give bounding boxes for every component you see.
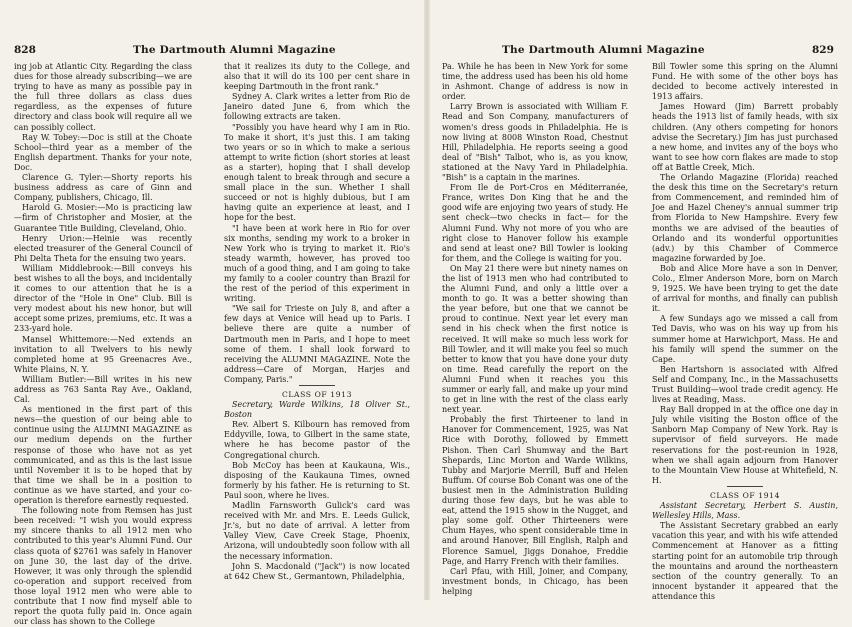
paragraph: On May 21 there were but ninety names on the list of 1913 men who had contributed to the Alumni Fund, and only a little over a month to go. It was a better showing than the year before, but one that we cannot be proud to continue. Next year let every man send in his check when the first notice is received. It will make so much less work for Bill Towler, and it will make you feel so much better to know that you have done your duty on time. Read carefully the report on the Alumni Fund when it reaches you this summer or early fall, and make up your mind to get in line with the rest of the class early next year. <box>442 263 628 415</box>
class-heading-1914: CLASS OF 1914 <box>652 486 838 501</box>
right-page <box>432 0 852 600</box>
paragraph: Bill Towler some this spring on the Alumni Fund. He with some of the other boys has decided to become actively interested in 1913 affairs. <box>652 62 838 102</box>
paragraph: Probably the first Thirteener to land in Hanover for Commencement, 1925, was Nat Rice with Dorothy, followed by Emmett Pishon. Then Carl Shumway and the Bart Shepards, Linc Morton and Warde Wilkins, Tubby and Marjorie Merrill, Buff and Helen Buffum. Of course Bob Conant was one of the busiest men in the Administration Building during those few days, but he was able to eat, attend the 1915 show in the Nugget, and play some golf. Other Thirteeners were Chum Hayes, who spent considerable time in and around Hanover, Bill English, Ralph and Florence Samuel, Jiggs Donahoe, Freddie Page, and Harry French with their families. <box>442 415 628 566</box>
paragraph: William Middlebrook:—Bill conveys his best wishes to all the boys, and incidentally it comes to our attention that he is a director of the "Hole in One" Club. Bill is very modest about his new honor, but will accept some prizes, premiums, etc. It was a 233-yard hole. <box>14 263 192 334</box>
right-column-2 <box>652 62 838 602</box>
page-gutter <box>424 0 430 600</box>
paragraph: A few Sundays ago we missed a call from Ted Davis, who was on his way up from his summer home at Harwichport, Mass. He and his family will spend the summer on the Cape. <box>652 314 838 364</box>
right-page-number: 829 <box>812 44 834 56</box>
secretary-line: Assistant Secretary, Herbert S. Austin, Wellesley Hills, Mass. <box>652 501 838 521</box>
paragraph: From Ile de Port-Cros en Méditerranée, France, writes Don King that he and the good wife are enjoying two years of study. He sent check—two checks in fact— for the Alumni Fund. Why not more of you who are right close to Hanover follow his example and send at least one? Bill Towler is looking for them, and the College is waiting for you. <box>442 183 628 263</box>
paragraph: The following note from Remsen has just been received: "I wish you would express my sincere thanks to all 1912 men who contributed to this year's Alumni Fund. Our class quota of $2761 was safely in Hanover on June 30, the last day of the drive. However, it was only through the splendid co-operation and support received from those loyal 1912 men who were able to contribute that I now find myself able to report the quota fully paid in. Once again our class has shown to the College <box>14 506 192 627</box>
paragraph: ing job at Atlantic City. Regarding the class dues for those already subscribing—we are trying to have as many as possible pay in the full three dollars as class dues regardless, as the expenses of future directory and class book will require all we can possibly collect. <box>14 62 192 132</box>
right-running-head: The Dartmouth Alumni Magazine <box>502 44 705 56</box>
paragraph: "I have been at work here in Rio for over six months, sending my work to a broker in New York who is trying to market it. Rio's steady warmth, however, has proved too much of a good thing, and I am going to take my family to a cooler country than Brazil for the rest of the period of this experiment in writing. <box>224 223 410 304</box>
paragraph: Henry Urion:—Heinie was recently elected treasurer of the General Council of Phi Delta Theta for the ensuing two years. <box>14 233 192 263</box>
paragraph: Clarence G. Tyler:—Shorty reports his business address as care of Ginn and Company, publishers, Chicago, Ill. <box>14 173 192 203</box>
paragraph: Bob and Alice More have a son in Denver, Colo., Elmer Anderson More, born on March 9, 1925. We have been trying to get the date of arrival for months, and finally can publish it. <box>652 263 838 314</box>
paragraph: Carl Pfau, with Hill, Joiner, and Company, investment bonds, in Chicago, has been helping <box>442 566 628 596</box>
left-column-2 <box>224 62 410 582</box>
paragraph: Harold G. Mosier:—Mo is practicing law—firm of Christopher and Mosier, at the Guarantee Title Building, Cleveland, Ohio. <box>14 203 192 233</box>
paragraph: James Howard (Jim) Barrett probably heads the 1913 list of family heads, with six children. (Any others competing for honors advise the Secretary.) Jim has just purchased a new home, and invites any of the boys who want to see how corn flakes are made to stop off at Battle Creek, Mich. <box>652 102 838 172</box>
paragraph: "Possibly you have heard why I am in Rio. To make it short, it's just this. I am taking two years or so in which to make a serious attempt to write fiction (short stories at least as a starter), hoping that I shall develop enough talent to break through and secure a small place in the sun. Whether I shall succeed or not is highly dubious, but I am having quite an experience at least, and I hope for the best. <box>224 122 410 223</box>
paragraph: Ray W. Tobey:—Doc is still at the Choate School—third year as a member of the English department. Thanks for your note, Doc. <box>14 132 192 172</box>
paragraph: Madlin Farnsworth Gulick's card was received with Mr. and Mrs. E. Leeds Gulick, Jr.'s, but no date of arrival. A letter from Valley View, Cave Creek Stage, Phoenix, Arizona, will undoubtedly soon follow with all the necessary information. <box>224 501 410 561</box>
paragraph: As mentioned in the first part of this news—the question of our being able to continue using the ALUMNI MAGAZINE as our medium depends on the further response of those who have not as yet communicated, and as this is the last issue until November it is to be hoped that by that time we shall be in a position to continue as we have started, and your co-operation is therefore earnestly requested. <box>14 405 192 506</box>
right-column-1 <box>442 62 628 597</box>
paragraph: Mansel Whittemore:—Ned extends an invitation to all Twelvers to his newly completed home at 95 Greenacres Ave., White Plains, N. Y. <box>14 334 192 374</box>
paragraph: Ben Hartshorn is associated with Alfred Self and Company, Inc., in the Massachusetts Trust Building—wool trade credit agency. He lives at Reading, Mass. <box>652 364 838 405</box>
paragraph: Pa. While he has been in New York for some time, the address used has been his old home in Ashmont. Change of address is now in order. <box>442 62 628 102</box>
paragraph: William Butler:—Bill writes in his new address as 763 Santa Ray Ave., Oakland, Cal. <box>14 374 192 405</box>
paragraph: Bob McCoy has been at Kaukauna, Wis., disposing of the Kaukauna Times, owned formerly by his father. He is returning to St. Paul soon, where he lives. <box>224 460 410 500</box>
paragraph: Larry Brown is associated with William F. Read and Son Company, manufacturers of women's dress goods in Philadelphia. He is now living at 8008 Winston Road, Chestnut Hill, Philadelphia. He reports seeing a good deal of "Bish" Talbot, who is, as you know, stationed at the Navy Yard in Philadelphia. "Bish" is a captain in the marines. <box>442 102 628 183</box>
paragraph: Ray Ball dropped in at the office one day in July while visiting the Boston office of the Sanborn Map Company of New York. Ray is supervisor of field surveyors. He made reservations for the post-reunion in 1928, when we shall again adjourn from Hanover to the Mountain View House at Whitefield, N. H. <box>652 405 838 485</box>
class-heading-1913: CLASS OF 1913 <box>224 385 410 400</box>
left-running-head: The Dartmouth Alumni Magazine <box>133 44 336 56</box>
paragraph: that it realizes its duty to the College, and also that it will do its 100 per cent share in keeping Dartmouth in the front rank." <box>224 62 410 92</box>
paragraph: Rev. Albert S. Kilbourn has removed from Eddyville, Iowa, to Gilbert in the same state, where he has become pastor of the Congregational church. <box>224 420 410 460</box>
left-page <box>0 0 422 627</box>
left-column-1 <box>14 62 192 627</box>
paragraph: Sydney A. Clark writes a letter from Rio de Janeiro dated June 6, from which the following extracts are taken. <box>224 92 410 122</box>
paragraph: "We sail for Trieste on July 8, and after a few days at Venice will head up to Paris. I believe there are quite a number of Dartmouth men in Paris, and I hope to meet some of them. I shall look forward to receiving the ALUMNI MAGAZINE. Note the address—Care of Morgan, Harjes and Company, Paris." <box>224 304 410 384</box>
left-page-number: 828 <box>14 44 36 56</box>
paragraph: The Orlando Magazine (Florida) reached the desk this time on the Secretary's return from Commencement, and reminded him of Joe and Hazel Cheney's annual summer trip from Florida to New Hampshire. Every few months we are advised of the beauties of Orlando and its wonderful opportunities (adv.) by this Chamber of Commerce magazine forwarded by Joe. <box>652 173 838 263</box>
secretary-line: Secretary, Warde Wilkins, 18 Oliver St., Boston <box>224 400 410 420</box>
paragraph: The Assistant Secretary grabbed an early vacation this year, and with his wife attended Commencement at Hanover as a fitting starting point for an automobile trip through the mountains and around the northeastern section of the country generally. To an innocent bystander it appeared that the attendance this <box>652 521 838 601</box>
paragraph: John S. Macdonald ("Jack") is now located at 642 Chew St., Germantown, Philadelphia, <box>224 561 410 581</box>
